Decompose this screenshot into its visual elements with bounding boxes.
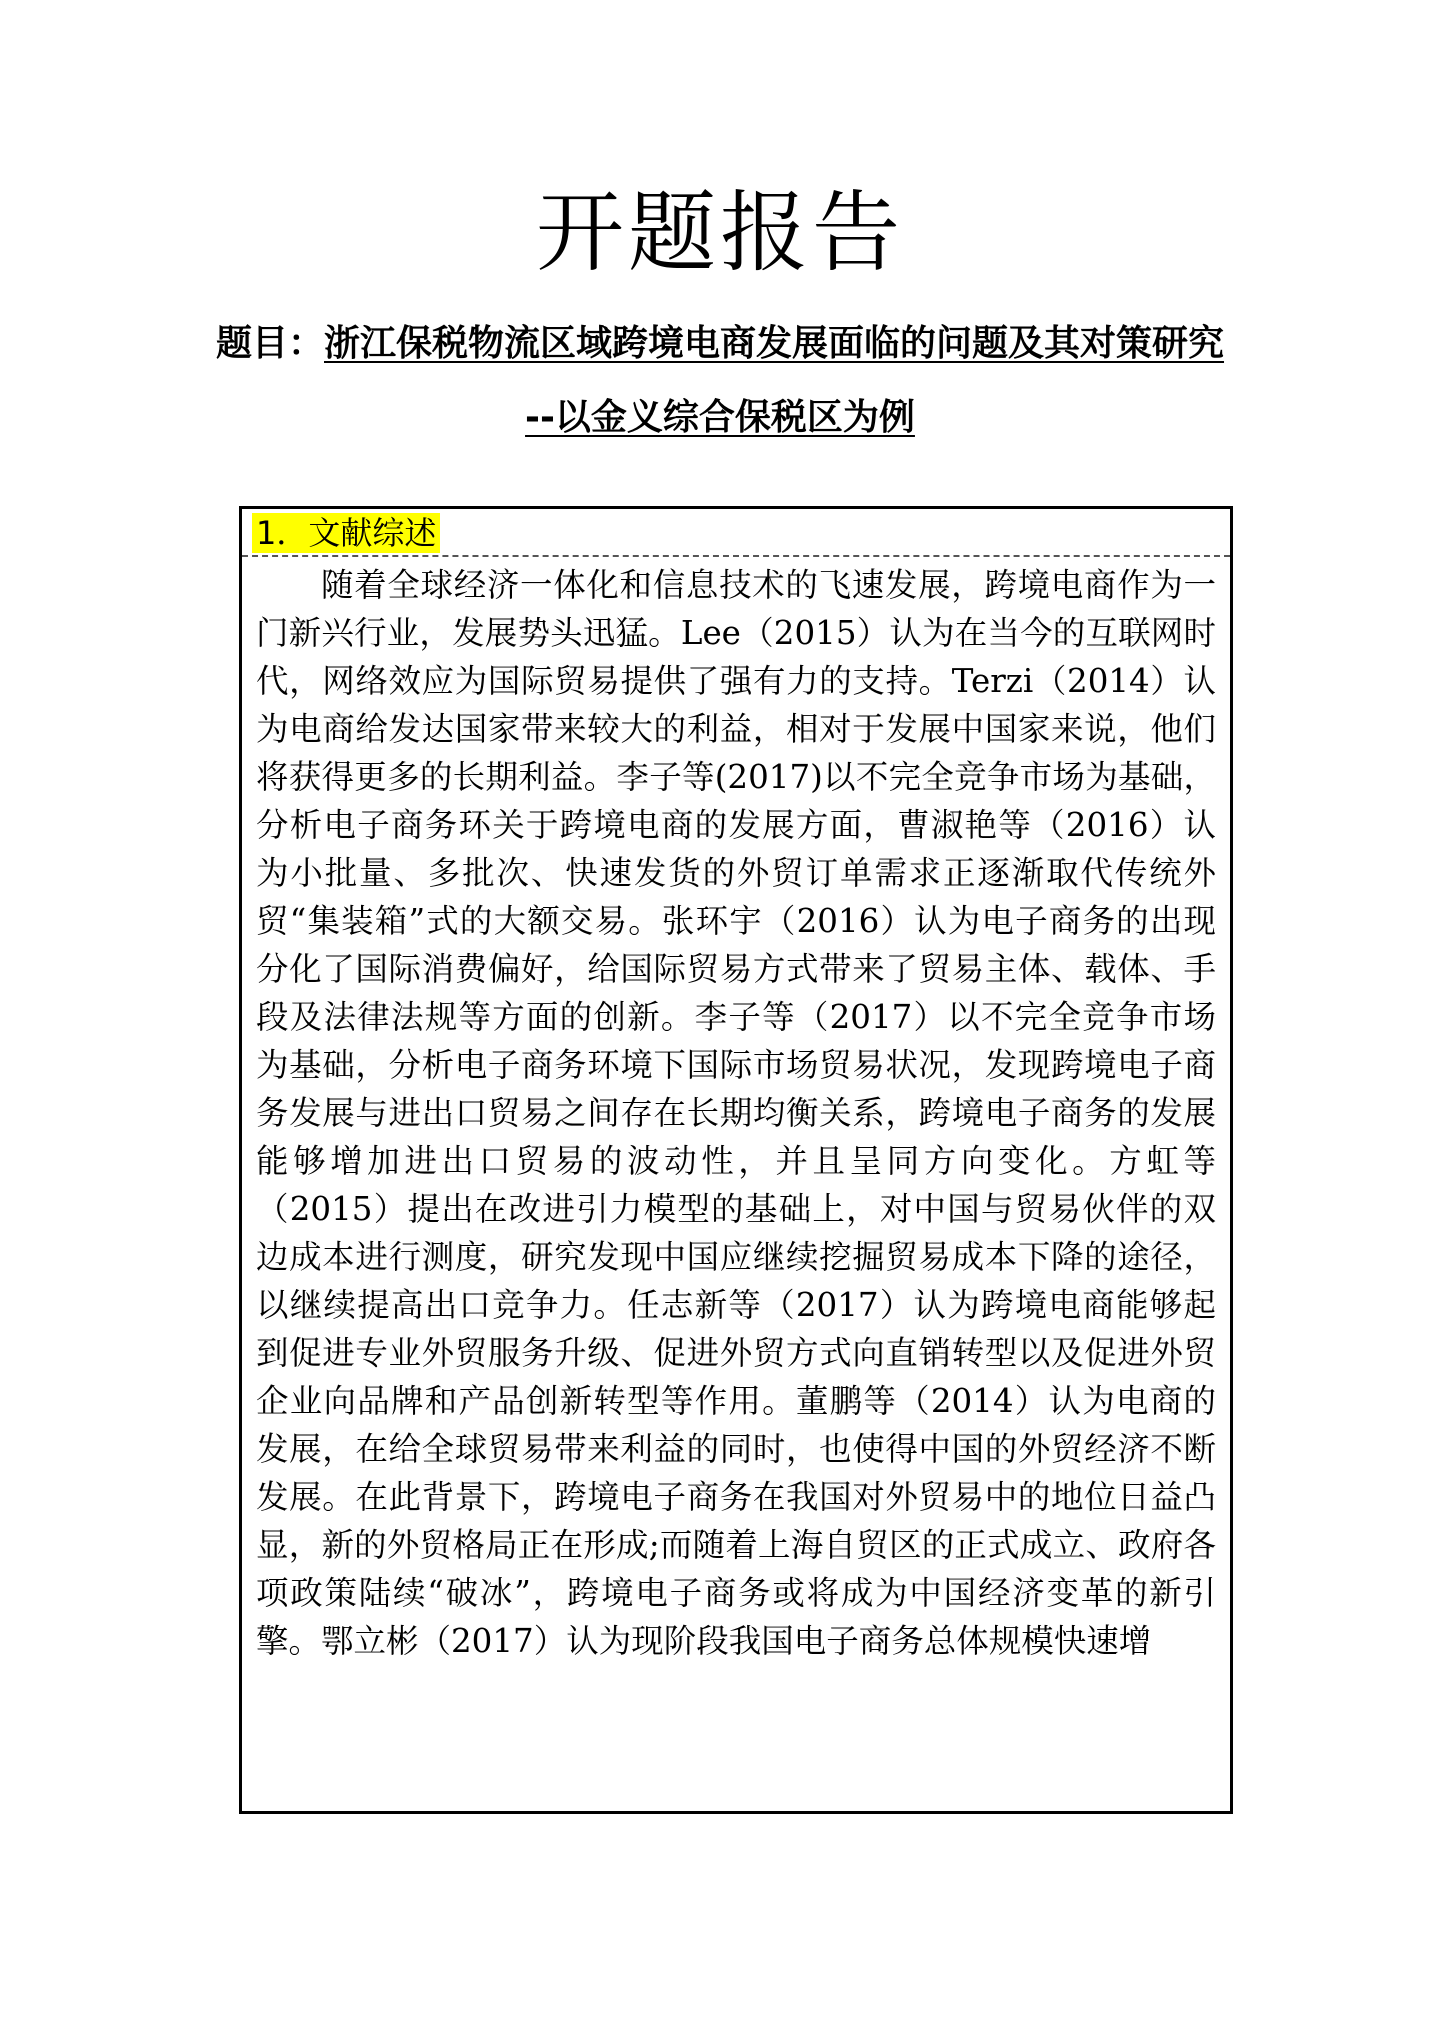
subject-title-main: 浙江保税物流区域跨境电商发展面临的问题及其对策研究 xyxy=(324,323,1225,364)
subject-title-line-1 xyxy=(0,318,1440,370)
literature-review-body: 随着全球经济一体化和信息技术的飞速发展，跨境电商作为一门新兴行业，发展势头迅猛。Lee（2015）认为在当今的互联网时代，网络效应为国际贸易提供了强有力的支持。Terzi（2014）认为电商给发达国家带来较大的利益，相对于发展中国家来说，他们将获得更多的长期利益。李子等(2017)以不完全竞争市场为基础，分析电子商务环关于跨境电商的发展方面，曹淑艳等（2016）认为小批量、多批次、快速发货的外贸订单需求正逐渐取代传统外贸“集装箱”式的大额交易。张环宇（2016）认为电子商务的出现分化了国际消费偏好，给国际贸易方式带来了贸易主体、载体、手段及法律法规等方面的创新。李子等（2017）以不完全竞争市场为基础，分析电子商务环境下国际市场贸易状况，发现跨境电子商务发展与进出口贸易之间存在长期均衡关系，跨境电子商务的发展能够增加进出口贸易的波动性，并且呈同方向变化。方虹等（2015）提出在改进引力模型的基础上，对中国与贸易伙伴的双边成本进行测度，研究发现中国应继续挖掘贸易成本下降的途径，以继续提高出口竞争力。任志新等（2017）认为跨境电商能够起到促进专业外贸服务升级、促进外贸方式向直销转型以及促进外贸企业向品牌和产品创新转型等作用。董鹏等（2014）认为电商的发展，在给全球贸易带来利益的同时，也使得中国的外贸经济不断发展。在此背景下，跨境电子商务在我国对外贸易中的地位日益凸显，新的外贸格局正在形成;而随着上海自贸区的正式成立、政府各项政策陆续“破冰”，跨境电子商务或将成为中国经济变革的新引擎。鄂立彬（2017）认为现阶段我国电子商务总体规模快速增 xyxy=(256,566,1216,1660)
subject-prefix: 题目： xyxy=(215,323,324,364)
page-title: 开题报告 xyxy=(535,181,904,284)
literature-review-box xyxy=(239,506,1233,1814)
literature-review-header xyxy=(242,509,1230,557)
subject-title-line-2 xyxy=(0,392,1440,444)
literature-review-heading: 1．文献综述 xyxy=(252,513,440,553)
subject-title-sub: --以金义综合保税区为例 xyxy=(525,397,915,438)
